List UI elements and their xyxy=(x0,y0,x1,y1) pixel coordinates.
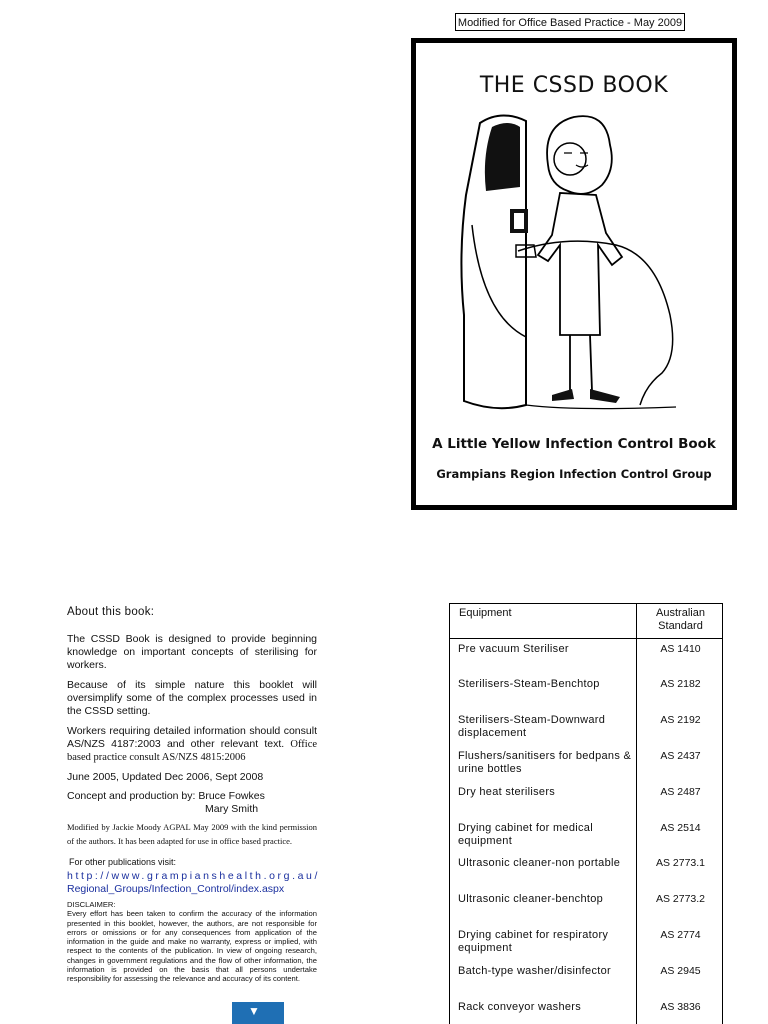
about-dates: June 2005, Updated Dec 2006, Sept 2008 xyxy=(67,771,264,783)
equipment-name: Rack conveyor washers xyxy=(458,1001,582,1013)
equipment-name: Sterilisers-Steam-Downward displacement xyxy=(458,714,606,739)
about-para-3 xyxy=(67,725,317,764)
victoria-logo: ▼ xyxy=(232,1002,284,1024)
standard-code: AS 2773.1 xyxy=(655,857,706,869)
cover-group: Grampians Region Infection Control Group xyxy=(436,467,712,481)
equipment-name: Batch-type washer/disinfector xyxy=(458,965,611,977)
disclaimer xyxy=(67,900,317,984)
col-header-standard xyxy=(637,607,724,633)
equipment-name: Pre vacuum Steriliser xyxy=(458,643,569,655)
col-header-standard-line2: Standard xyxy=(658,620,703,632)
cover-panel xyxy=(411,38,737,510)
about-para-2: Because of its simple nature this booklet will oversimplify some of the complex processes used in the CSSD setting. xyxy=(67,679,317,717)
standard-code: AS 2437 xyxy=(660,750,701,762)
standard-code: AS 2774 xyxy=(660,929,701,941)
visit-label: For other publications visit: xyxy=(69,857,177,867)
standard-code: AS 1410 xyxy=(660,643,701,655)
cover-illustration xyxy=(456,105,696,420)
equipment-name: Flushers/sanitisers for bedpans & urine bottles xyxy=(458,750,632,775)
grampians-link[interactable]: http://www.grampianshealth.org.au/ xyxy=(67,870,320,882)
cover-title: THE CSSD BOOK xyxy=(479,73,669,98)
office-practice-note: Office based practice consult AS/NZS 4815:2006 xyxy=(67,739,318,763)
col-header-standard-line1: Australian xyxy=(656,607,705,619)
disclaimer-title: DISCLAIMER: xyxy=(67,900,116,909)
about-para-3-text: Workers requiring detailed information should consult AS/NZS 4187:2003 and other relevant text. xyxy=(67,725,317,750)
standard-code: AS 2945 xyxy=(660,965,701,977)
about-section xyxy=(67,606,320,984)
equipment-name: Drying cabinet for respiratory equipment xyxy=(458,929,609,954)
disclaimer-text: Every effort has been taken to confirm the accuracy of the information presented in this booklet, however, the authors, are not responsible for errors or omissions or for any consequences from application of the information in the guide and make no warranty, express or implied, with respect to the contents of the publication. In view of ongoing research, changes in government regulations and the flow of other information, the information is provided on the basis that all persons undertake responsibility for assessing the relevance and accuracy of its content. xyxy=(67,909,317,984)
standard-code: AS 2192 xyxy=(660,714,701,726)
grampians-link-path[interactable]: Regional_Groups/Infection_Control/index.aspx xyxy=(67,883,285,895)
equipment-name: Ultrasonic cleaner-benchtop xyxy=(458,893,604,905)
equipment-name: Drying cabinet for medical equipment xyxy=(458,822,593,847)
concept-line-2: Mary Smith xyxy=(205,803,259,815)
concept-line: Concept and production by: Bruce Fowkes xyxy=(67,790,265,802)
standard-code: AS 2773.2 xyxy=(655,893,706,905)
standard-code: AS 2182 xyxy=(660,678,701,690)
standard-code: AS 2514 xyxy=(660,822,701,834)
equipment-name: Dry heat sterilisers xyxy=(458,786,556,798)
about-heading: About this book: xyxy=(67,606,155,618)
equipment-table xyxy=(449,603,723,1024)
col-header-equipment: Equipment xyxy=(459,607,512,619)
equipment-name: Sterilisers-Steam-Benchtop xyxy=(458,678,600,690)
modified-note: Modified for Office Based Practice - May 2009 xyxy=(455,13,685,31)
standard-code: AS 2487 xyxy=(660,786,701,798)
modified-by: Modified by Jackie Moody AGPAL May 2009 with the kind permission of the authors. It has been adapted for use in office based practice. xyxy=(67,822,317,846)
about-para-1: The CSSD Book is designed to provide beginning knowledge on important concepts of sterilising for workers. xyxy=(67,633,317,671)
standard-code: AS 3836 xyxy=(660,1001,701,1013)
equipment-name: Ultrasonic cleaner-non portable xyxy=(458,857,621,869)
cover-subtitle: A Little Yellow Infection Control Book xyxy=(432,436,716,452)
